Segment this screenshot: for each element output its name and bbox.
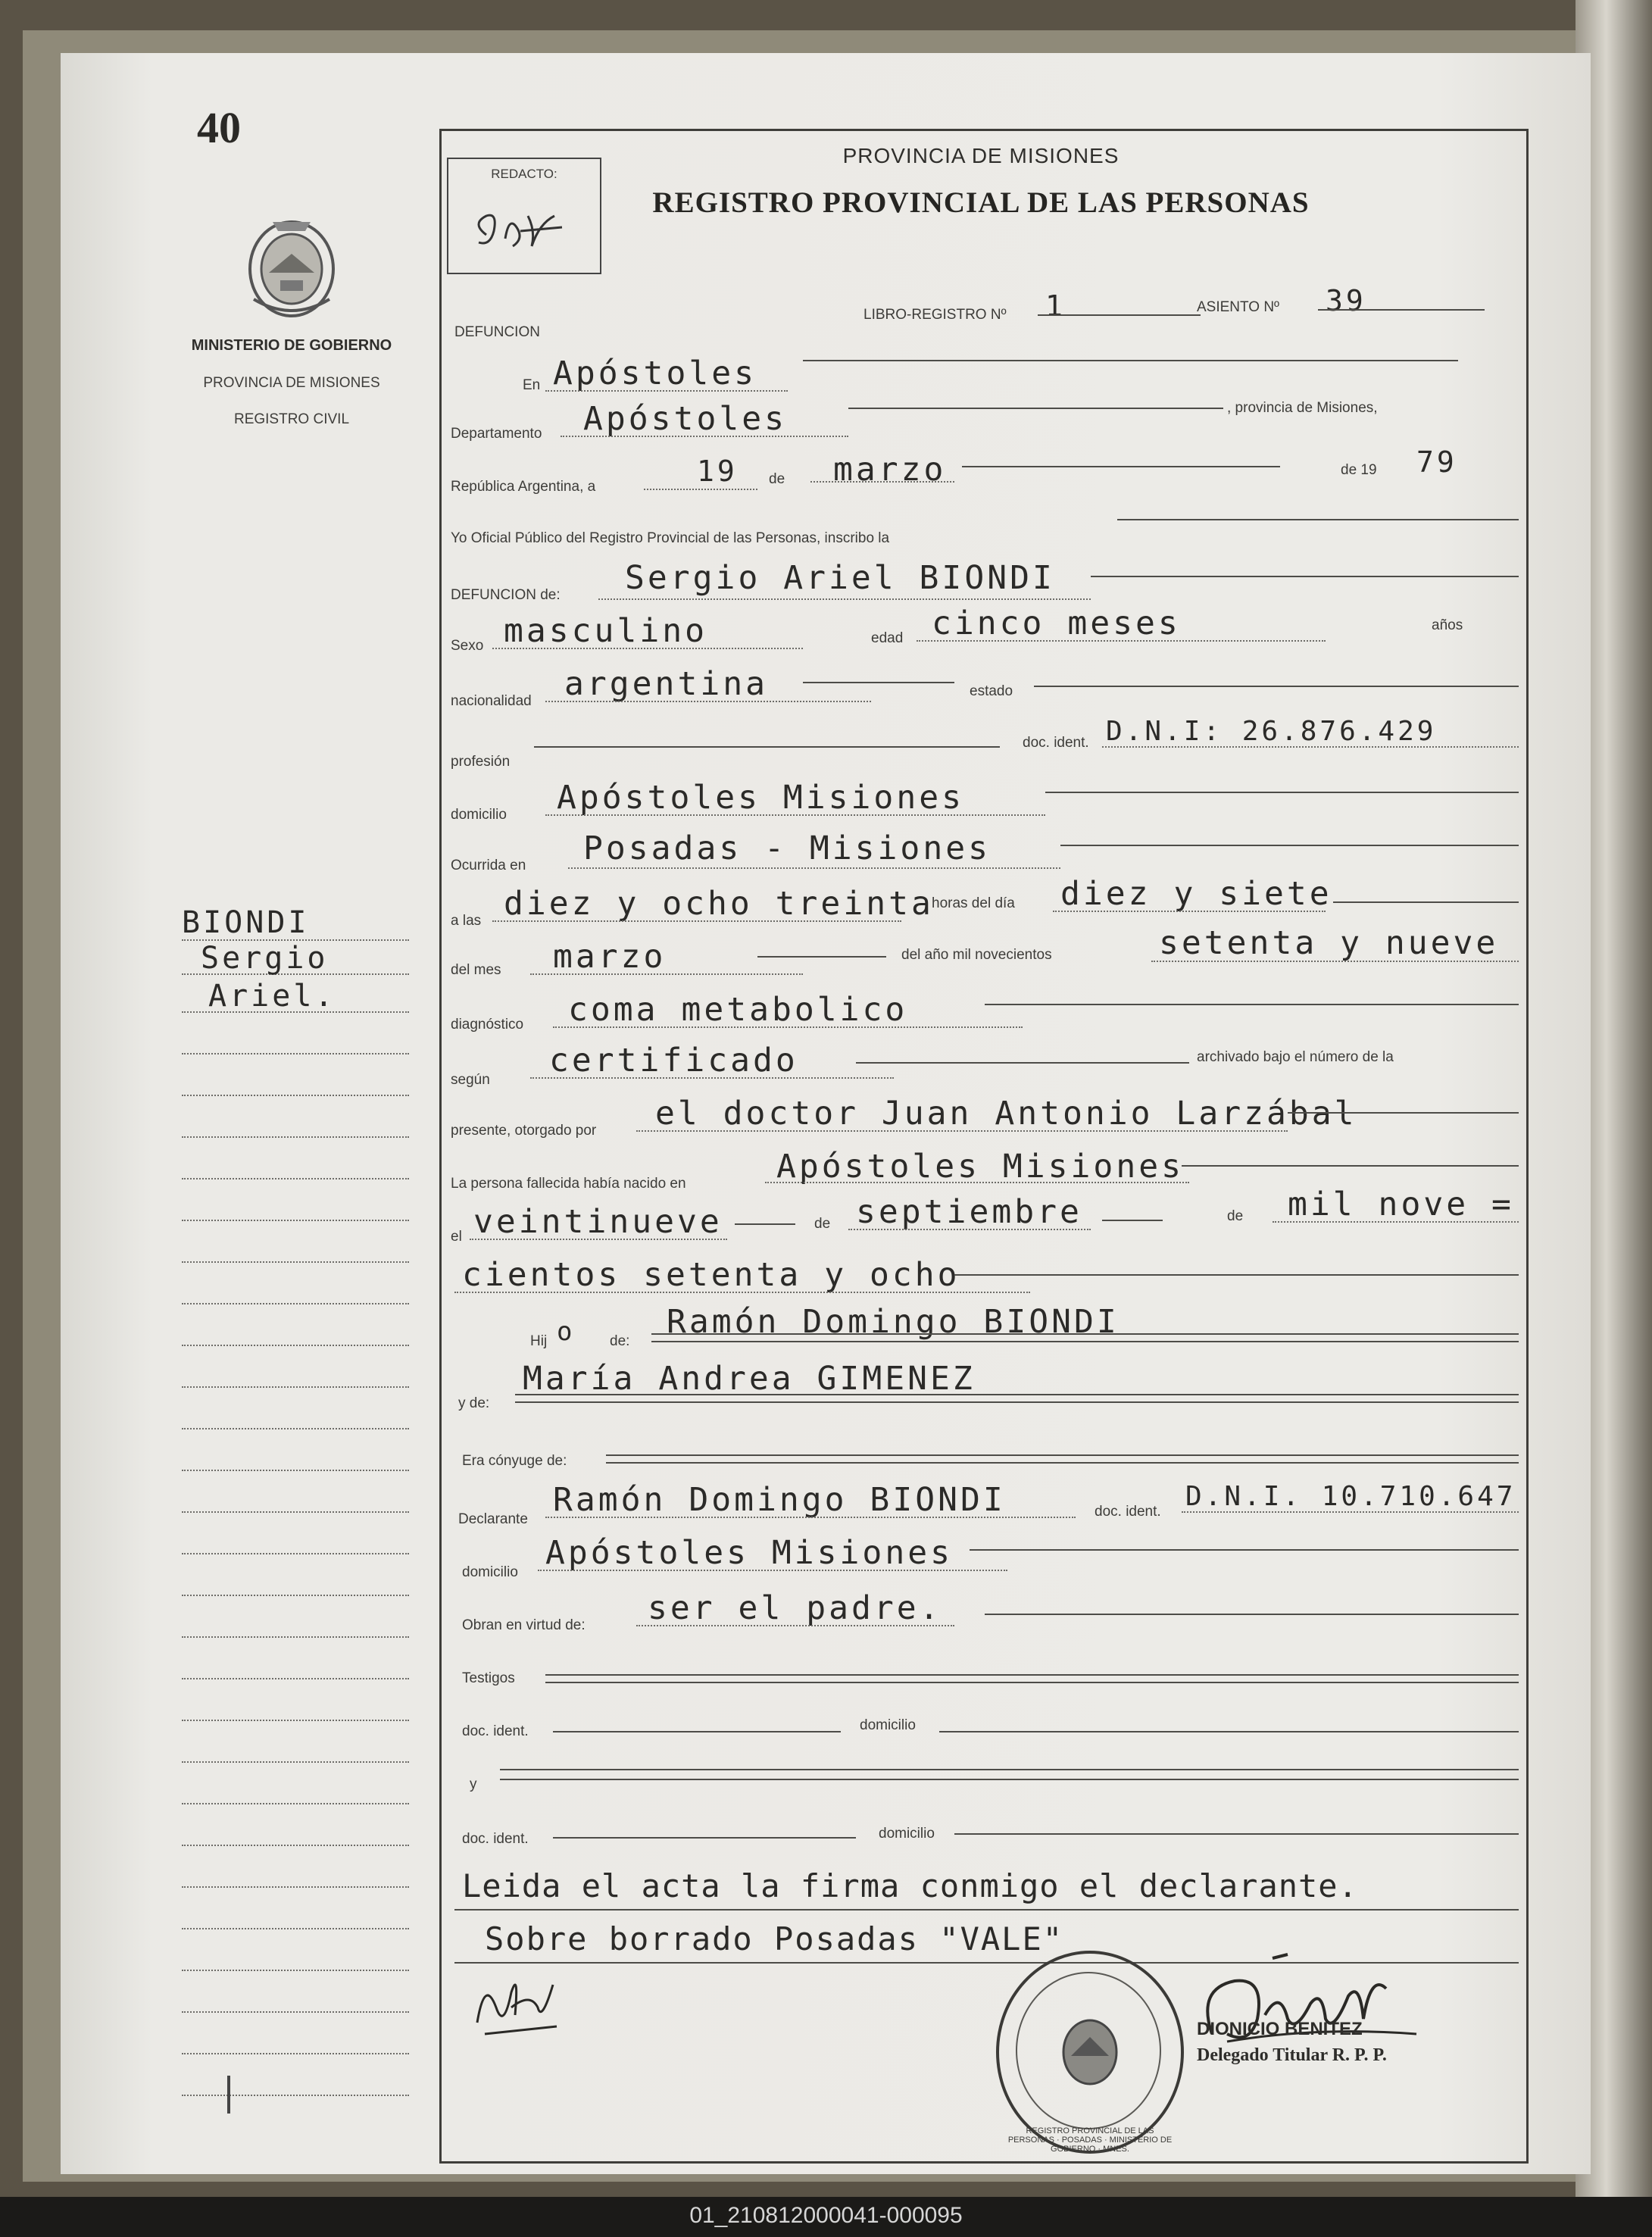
defuncion-label: DEFUNCION xyxy=(454,324,540,340)
declarante-name: Ramón Domingo BIONDI xyxy=(553,1481,1006,1519)
libro-label: LIBRO-REGISTRO Nº xyxy=(863,307,1007,323)
doctor-name: el doctor Juan Antonio Larzábal xyxy=(655,1095,1357,1133)
birth-day: veintinueve xyxy=(473,1203,723,1241)
departamento-suffix: , provincia de Misiones, xyxy=(1227,400,1378,416)
dia-label: horas del día xyxy=(932,895,1015,911)
segun-value: certificado xyxy=(549,1042,798,1079)
nacido-value: Apóstoles Misiones xyxy=(776,1148,1184,1186)
hijo-de: de: xyxy=(610,1333,630,1349)
nacionalidad-label: nacionalidad xyxy=(451,693,532,709)
archivado-text: archivado bajo el número de la xyxy=(1197,1049,1394,1065)
el-de2: de xyxy=(1227,1208,1244,1224)
asiento-label: ASIENTO Nº xyxy=(1197,299,1279,315)
fecha-day: 19 xyxy=(697,455,738,488)
hora-label: a las xyxy=(451,913,482,929)
fecha-de2: de 19 xyxy=(1341,462,1377,478)
nacionalidad-value: argentina xyxy=(564,665,768,703)
conyuge-label: Era cónyuge de: xyxy=(462,1453,567,1469)
seal-text: REGISTRO PROVINCIAL DE LAS PERSONAS · POSADAS · MINISTERIO DE GOBIERNO · MNES. xyxy=(1007,2126,1173,2154)
oficial-text: Yo Oficial Público del Registro Provincial de las Personas, inscribo la xyxy=(451,530,890,546)
ministry-name: MINISTERIO DE GOBIERNO xyxy=(191,337,392,354)
birth-month: septiembre xyxy=(856,1193,1082,1231)
fecha-label: República Argentina, a xyxy=(451,479,596,495)
ocurrida-value: Posadas - Misiones xyxy=(583,830,991,867)
departamento-label: Departamento xyxy=(451,426,542,442)
mother-name: María Andrea GIMENEZ xyxy=(523,1360,976,1398)
official-title: Delegado Titular R. P. P. xyxy=(1197,2045,1387,2065)
margin-first-name: Sergio xyxy=(201,941,329,976)
closing-line-1: Leida el acta la firma conmigo el declarante. xyxy=(462,1867,1358,1904)
margin-surname: BIONDI xyxy=(182,905,310,940)
father-name: Ramón Domingo BIONDI xyxy=(667,1303,1120,1341)
dia-value: diez y siete xyxy=(1060,875,1332,913)
ministry-province: PROVINCIA DE MISIONES xyxy=(203,375,380,391)
ano-label: del año mil novecientos xyxy=(901,947,1052,963)
edad-value: cinco meses xyxy=(932,605,1181,642)
fecha-year: 79 xyxy=(1416,445,1457,479)
sexo-value: masculino xyxy=(504,612,707,650)
declarante-doc-label: doc. ident. xyxy=(1095,1504,1161,1520)
mes-value: marzo xyxy=(553,938,667,976)
domicilio-label: domicilio xyxy=(451,807,507,823)
margin-middle-name: Ariel. xyxy=(208,979,336,1014)
declarante-label: Declarante xyxy=(458,1511,528,1527)
filename-label: 01_210812000041-000095 xyxy=(689,2203,963,2228)
birth-year-2: cientos setenta y ocho xyxy=(462,1256,960,1294)
diagnostico-value: coma metabolico xyxy=(568,991,908,1029)
profesion-label: profesión xyxy=(451,754,511,770)
obran-label: Obran en virtud de: xyxy=(462,1617,586,1633)
defuncion-de-label: DEFUNCION de: xyxy=(451,587,561,603)
declarant-signature xyxy=(470,1962,568,2045)
y-label: y xyxy=(470,1776,477,1792)
obran-value: ser el padre. xyxy=(648,1589,942,1627)
domicilio2-value: Apóstoles Misiones xyxy=(545,1534,953,1572)
libro-value: 1 xyxy=(1045,289,1066,323)
sexo-label: Sexo xyxy=(451,638,484,654)
doc1-domicilio: domicilio xyxy=(860,1717,916,1733)
hijo-suffix: o xyxy=(557,1317,576,1347)
ocurrida-label: Ocurrida en xyxy=(451,858,526,873)
anos-label: años xyxy=(1432,617,1463,633)
deceased-name: Sergio Ariel BIONDI xyxy=(625,559,1055,597)
fecha-de: de xyxy=(769,471,785,487)
doc-ident-label: doc. ident. xyxy=(1023,735,1089,751)
hijo-label: Hij xyxy=(530,1333,548,1349)
testigos-label: Testigos xyxy=(462,1670,515,1686)
official-name: DIONICIO BENITEZ xyxy=(1197,2019,1363,2039)
presente-label: presente, otorgado por xyxy=(451,1123,597,1139)
official-seal xyxy=(996,1951,1184,2154)
seal-emblem-icon xyxy=(1052,2014,1128,2090)
register-page xyxy=(61,53,1591,2174)
province-heading: PROVINCIA DE MISIONES xyxy=(842,144,1120,167)
closing-line-2: Sobre borrado Posadas "VALE" xyxy=(485,1920,1064,1957)
edad-label: edad xyxy=(871,630,904,646)
doc1-label: doc. ident. xyxy=(462,1723,529,1739)
birth-year-1: mil nove = xyxy=(1288,1186,1514,1223)
doc2-label: doc. ident. xyxy=(462,1831,529,1847)
domicilio2-label: domicilio xyxy=(462,1564,518,1580)
el-label: el xyxy=(451,1229,462,1245)
mes-label: del mes xyxy=(451,962,501,978)
registry-heading: REGISTRO PROVINCIAL DE LAS PERSONAS xyxy=(652,186,1310,219)
domicilio-value: Apóstoles Misiones xyxy=(557,779,964,817)
diagnostico-label: diagnóstico xyxy=(451,1017,524,1033)
doc2-domicilio: domicilio xyxy=(879,1826,935,1842)
estado-label: estado xyxy=(970,683,1013,699)
segun-label: según xyxy=(451,1072,490,1088)
nacido-label: La persona fallecida había nacido en xyxy=(451,1176,686,1192)
ministry-registry: REGISTRO CIVIL xyxy=(233,411,350,427)
coat-of-arms-icon xyxy=(239,208,345,322)
hora-value: diez y ocho treinta xyxy=(504,885,934,923)
binding-mark xyxy=(227,2076,230,2114)
redacto-label: REDACTO: xyxy=(491,167,557,181)
asiento-value: 39 xyxy=(1326,284,1366,317)
page-number: 40 xyxy=(197,103,241,152)
en-label: En xyxy=(523,377,541,393)
departamento-value: Apóstoles xyxy=(583,400,787,438)
ano-value: setenta y nueve xyxy=(1159,924,1499,962)
y-de-label: y de: xyxy=(458,1395,490,1411)
deceased-dni: D.N.I: 26.876.429 xyxy=(1106,716,1437,747)
fecha-month: marzo xyxy=(833,451,947,489)
declarante-dni: D.N.I. 10.710.647 xyxy=(1185,1481,1516,1512)
en-value: Apóstoles xyxy=(553,355,757,392)
el-de: de xyxy=(814,1216,831,1232)
